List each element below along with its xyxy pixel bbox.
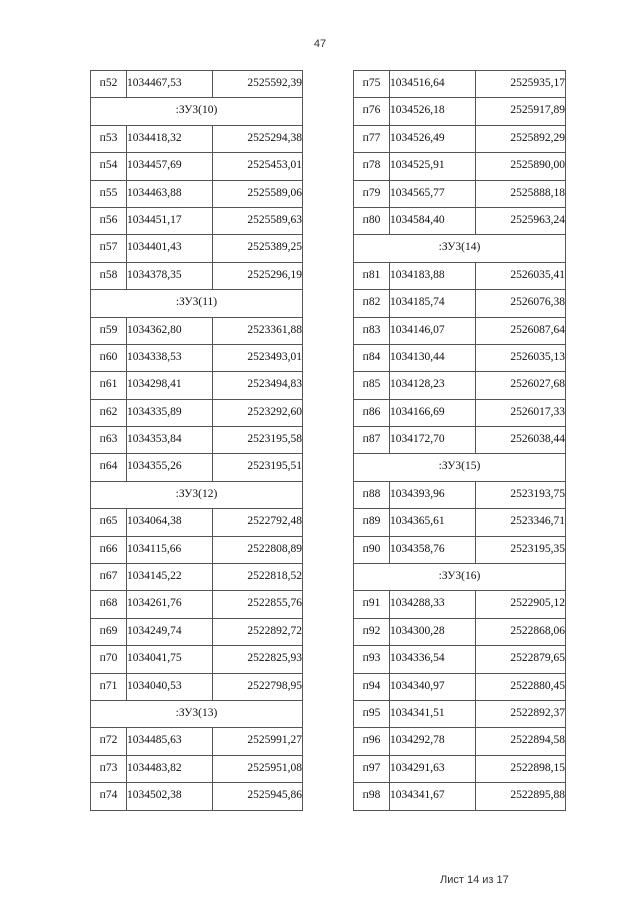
table-row <box>91 591 303 618</box>
coordinates-table-right <box>353 70 566 811</box>
point-id: п91 <box>354 591 390 618</box>
sheet-footer: Лист 14 из 17 <box>440 874 509 886</box>
x-coordinate: 1034064,38 <box>127 509 213 536</box>
y-coordinate: 2525453,01 <box>213 153 303 180</box>
x-coordinate: 1034166,69 <box>390 399 476 426</box>
table-row <box>91 372 303 399</box>
x-coordinate: 1034502,38 <box>127 783 213 810</box>
y-coordinate: 2523292,60 <box>213 399 303 426</box>
y-coordinate: 2522898,15 <box>476 755 566 782</box>
table-row <box>354 481 566 508</box>
x-coordinate: 1034525,91 <box>390 153 476 180</box>
y-coordinate: 2525589,63 <box>213 207 303 234</box>
table-row <box>354 783 566 810</box>
table-row <box>354 372 566 399</box>
point-id: п62 <box>91 399 127 426</box>
point-id: п81 <box>354 262 390 289</box>
y-coordinate: 2525892,29 <box>476 125 566 152</box>
y-coordinate: 2522879,65 <box>476 646 566 673</box>
point-id: п88 <box>354 481 390 508</box>
y-coordinate: 2525890,00 <box>476 153 566 180</box>
x-coordinate: 1034249,74 <box>127 618 213 645</box>
group-label: :ЗУ3(14) <box>354 235 566 262</box>
point-id: п86 <box>354 399 390 426</box>
y-coordinate: 2523493,01 <box>213 344 303 371</box>
point-id: п52 <box>91 71 127 98</box>
x-coordinate: 1034261,76 <box>127 591 213 618</box>
group-label: :ЗУ3(13) <box>91 700 303 727</box>
table-row <box>91 509 303 536</box>
y-coordinate: 2526035,41 <box>476 262 566 289</box>
y-coordinate: 2525592,39 <box>213 71 303 98</box>
y-coordinate: 2523346,71 <box>476 509 566 536</box>
point-id: п82 <box>354 290 390 317</box>
y-coordinate: 2525294,38 <box>213 125 303 152</box>
group-label: :ЗУ3(12) <box>91 481 303 508</box>
table-row <box>91 755 303 782</box>
table-row <box>91 317 303 344</box>
table-row <box>354 728 566 755</box>
x-coordinate: 1034335,89 <box>127 399 213 426</box>
y-coordinate: 2526035,13 <box>476 344 566 371</box>
table-row <box>91 344 303 371</box>
x-coordinate: 1034128,23 <box>390 372 476 399</box>
group-header-row <box>91 290 303 317</box>
y-coordinate: 2525951,08 <box>213 755 303 782</box>
x-coordinate: 1034291,63 <box>390 755 476 782</box>
point-id: п74 <box>91 783 127 810</box>
y-coordinate: 2525917,89 <box>476 98 566 125</box>
table-row <box>354 536 566 563</box>
x-coordinate: 1034355,26 <box>127 454 213 481</box>
x-coordinate: 1034338,53 <box>127 344 213 371</box>
point-id: п59 <box>91 317 127 344</box>
y-coordinate: 2525589,06 <box>213 180 303 207</box>
group-header-row <box>91 98 303 125</box>
group-label: :ЗУ3(15) <box>354 454 566 481</box>
point-id: п58 <box>91 262 127 289</box>
y-coordinate: 2522808,89 <box>213 536 303 563</box>
y-coordinate: 2525945,86 <box>213 783 303 810</box>
point-id: п54 <box>91 153 127 180</box>
y-coordinate: 2522825,93 <box>213 646 303 673</box>
table-row <box>91 673 303 700</box>
table-row <box>91 564 303 591</box>
y-coordinate: 2526027,68 <box>476 372 566 399</box>
table-row <box>91 180 303 207</box>
group-label: :ЗУ3(16) <box>354 564 566 591</box>
y-coordinate: 2526038,44 <box>476 427 566 454</box>
x-coordinate: 1034172,70 <box>390 427 476 454</box>
y-coordinate: 2525296,19 <box>213 262 303 289</box>
point-id: п61 <box>91 372 127 399</box>
x-coordinate: 1034358,76 <box>390 536 476 563</box>
x-coordinate: 1034185,74 <box>390 290 476 317</box>
y-coordinate: 2522818,52 <box>213 564 303 591</box>
y-coordinate: 2523195,58 <box>213 427 303 454</box>
y-coordinate: 2523361,88 <box>213 317 303 344</box>
table-row <box>354 317 566 344</box>
table-row <box>91 783 303 810</box>
point-id: п90 <box>354 536 390 563</box>
point-id: п69 <box>91 618 127 645</box>
point-id: п79 <box>354 180 390 207</box>
group-header-row <box>354 564 566 591</box>
table-row <box>354 591 566 618</box>
table-row <box>354 509 566 536</box>
point-id: п95 <box>354 700 390 727</box>
point-id: п97 <box>354 755 390 782</box>
x-coordinate: 1034451,17 <box>127 207 213 234</box>
y-coordinate: 2526087,64 <box>476 317 566 344</box>
table-row <box>354 673 566 700</box>
x-coordinate: 1034146,07 <box>390 317 476 344</box>
x-coordinate: 1034401,43 <box>127 235 213 262</box>
point-id: п57 <box>91 235 127 262</box>
point-id: п66 <box>91 536 127 563</box>
x-coordinate: 1034353,84 <box>127 427 213 454</box>
x-coordinate: 1034584,40 <box>390 207 476 234</box>
group-header-row <box>91 700 303 727</box>
group-label: :ЗУ3(10) <box>91 98 303 125</box>
point-id: п75 <box>354 71 390 98</box>
y-coordinate: 2523195,51 <box>213 454 303 481</box>
y-coordinate: 2525935,17 <box>476 71 566 98</box>
y-coordinate: 2522798,95 <box>213 673 303 700</box>
point-id: п89 <box>354 509 390 536</box>
table-row <box>91 153 303 180</box>
point-id: п83 <box>354 317 390 344</box>
table-row <box>91 646 303 673</box>
table-row <box>354 125 566 152</box>
table-row <box>91 262 303 289</box>
point-id: п76 <box>354 98 390 125</box>
table-row <box>354 290 566 317</box>
point-id: п56 <box>91 207 127 234</box>
group-header-row <box>91 481 303 508</box>
x-coordinate: 1034378,35 <box>127 262 213 289</box>
point-id: п55 <box>91 180 127 207</box>
y-coordinate: 2522894,58 <box>476 728 566 755</box>
x-coordinate: 1034516,64 <box>390 71 476 98</box>
x-coordinate: 1034115,66 <box>127 536 213 563</box>
point-id: п78 <box>354 153 390 180</box>
x-coordinate: 1034341,67 <box>390 783 476 810</box>
table-row <box>354 755 566 782</box>
table-row <box>354 262 566 289</box>
x-coordinate: 1034467,53 <box>127 71 213 98</box>
group-label: :ЗУ3(11) <box>91 290 303 317</box>
point-id: п72 <box>91 728 127 755</box>
y-coordinate: 2522880,45 <box>476 673 566 700</box>
group-header-row <box>354 235 566 262</box>
point-id: п85 <box>354 372 390 399</box>
x-coordinate: 1034485,63 <box>127 728 213 755</box>
y-coordinate: 2523193,75 <box>476 481 566 508</box>
x-coordinate: 1034288,33 <box>390 591 476 618</box>
point-id: п84 <box>354 344 390 371</box>
y-coordinate: 2523195,35 <box>476 536 566 563</box>
x-coordinate: 1034300,28 <box>390 618 476 645</box>
y-coordinate: 2522905,12 <box>476 591 566 618</box>
y-coordinate: 2525389,25 <box>213 235 303 262</box>
table-row <box>91 125 303 152</box>
table-row <box>354 207 566 234</box>
y-coordinate: 2523494,83 <box>213 372 303 399</box>
point-id: п53 <box>91 125 127 152</box>
point-id: п94 <box>354 673 390 700</box>
point-id: п96 <box>354 728 390 755</box>
point-id: п70 <box>91 646 127 673</box>
table-row <box>91 235 303 262</box>
y-coordinate: 2522792,48 <box>213 509 303 536</box>
y-coordinate: 2522895,88 <box>476 783 566 810</box>
x-coordinate: 1034457,69 <box>127 153 213 180</box>
x-coordinate: 1034393,96 <box>390 481 476 508</box>
point-id: п60 <box>91 344 127 371</box>
x-coordinate: 1034183,88 <box>390 262 476 289</box>
table-row <box>354 98 566 125</box>
x-coordinate: 1034145,22 <box>127 564 213 591</box>
point-id: п64 <box>91 454 127 481</box>
point-id: п93 <box>354 646 390 673</box>
x-coordinate: 1034463,88 <box>127 180 213 207</box>
point-id: п68 <box>91 591 127 618</box>
table-row <box>91 427 303 454</box>
coordinates-table-left <box>90 70 303 811</box>
point-id: п63 <box>91 427 127 454</box>
group-header-row <box>354 454 566 481</box>
table-row <box>354 180 566 207</box>
y-coordinate: 2525963,24 <box>476 207 566 234</box>
point-id: п92 <box>354 618 390 645</box>
y-coordinate: 2526017,33 <box>476 399 566 426</box>
point-id: п73 <box>91 755 127 782</box>
table-row <box>354 618 566 645</box>
point-id: п98 <box>354 783 390 810</box>
table-row <box>91 207 303 234</box>
table-row <box>91 71 303 98</box>
point-id: п65 <box>91 509 127 536</box>
page-number: 47 <box>313 38 327 50</box>
x-coordinate: 1034526,18 <box>390 98 476 125</box>
table-row <box>354 71 566 98</box>
point-id: п87 <box>354 427 390 454</box>
y-coordinate: 2525991,27 <box>213 728 303 755</box>
table-row <box>354 153 566 180</box>
point-id: п77 <box>354 125 390 152</box>
x-coordinate: 1034040,53 <box>127 673 213 700</box>
x-coordinate: 1034336,54 <box>390 646 476 673</box>
table-row <box>354 427 566 454</box>
y-coordinate: 2522855,76 <box>213 591 303 618</box>
table-row <box>354 344 566 371</box>
table-row <box>91 728 303 755</box>
x-coordinate: 1034298,41 <box>127 372 213 399</box>
point-id: п71 <box>91 673 127 700</box>
table-row <box>354 646 566 673</box>
x-coordinate: 1034418,32 <box>127 125 213 152</box>
y-coordinate: 2525888,18 <box>476 180 566 207</box>
table-row <box>91 399 303 426</box>
x-coordinate: 1034130,44 <box>390 344 476 371</box>
y-coordinate: 2522868,06 <box>476 618 566 645</box>
table-row <box>91 536 303 563</box>
x-coordinate: 1034565,77 <box>390 180 476 207</box>
table-row <box>91 454 303 481</box>
x-coordinate: 1034041,75 <box>127 646 213 673</box>
table-row <box>354 700 566 727</box>
x-coordinate: 1034341,51 <box>390 700 476 727</box>
x-coordinate: 1034483,82 <box>127 755 213 782</box>
point-id: п80 <box>354 207 390 234</box>
x-coordinate: 1034292,78 <box>390 728 476 755</box>
y-coordinate: 2522892,37 <box>476 700 566 727</box>
y-coordinate: 2526076,38 <box>476 290 566 317</box>
x-coordinate: 1034362,80 <box>127 317 213 344</box>
y-coordinate: 2522892,72 <box>213 618 303 645</box>
x-coordinate: 1034526,49 <box>390 125 476 152</box>
x-coordinate: 1034340,97 <box>390 673 476 700</box>
table-row <box>91 618 303 645</box>
table-row <box>354 399 566 426</box>
x-coordinate: 1034365,61 <box>390 509 476 536</box>
point-id: п67 <box>91 564 127 591</box>
